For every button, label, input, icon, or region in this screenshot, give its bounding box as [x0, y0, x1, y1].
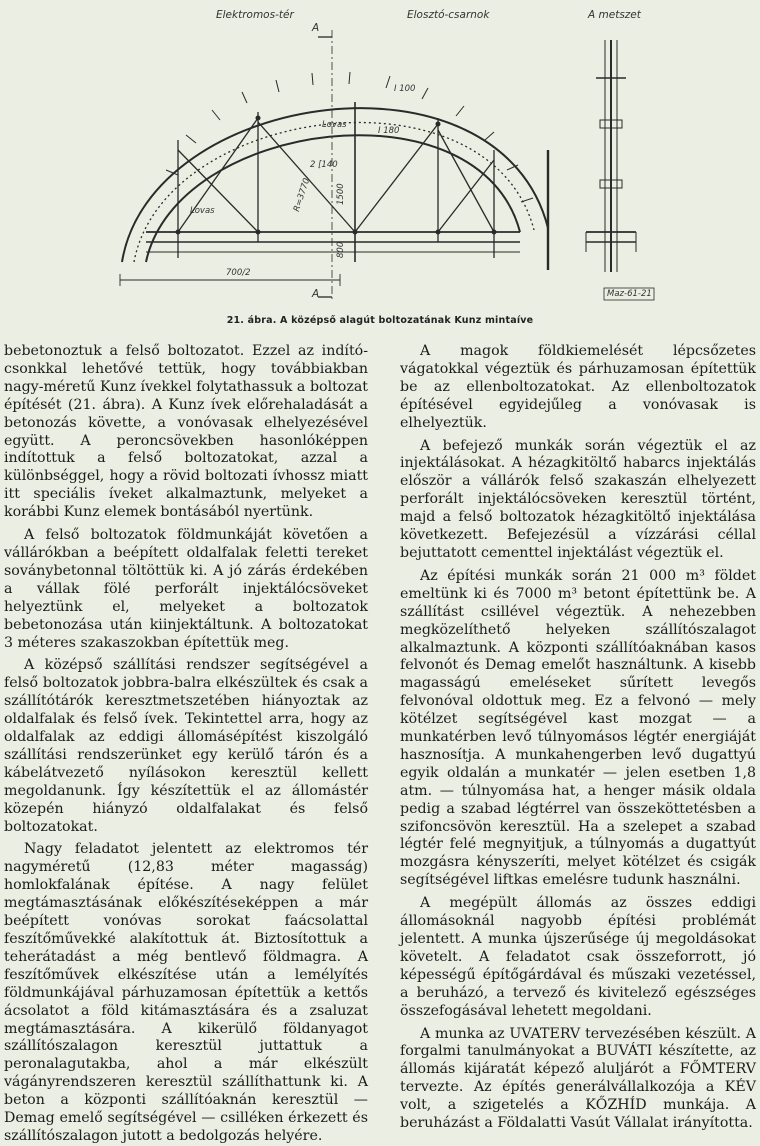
label-lovas-lower: Lovas — [190, 206, 215, 216]
label-height-800: 800 — [336, 241, 346, 258]
paragraph: Az építési munkák során 21 000 m³ földet emeltünk ki és 7000 m³ betont építettünk be. A szállítást csillével végeztük. A nehezebben megközelíthető helyeken szállítószalagot alkalmaztunk. A központi szállítóaknában kasos felvonót és Demag emelőt használtunk. A kisebb magasságú emeléseket sűrített levegős felvonóval oldottuk meg. Ez a felvonó — mely kötélzet segítségével kast mozgat — a munkatérben levő túlnyomásos légtér energiáját hasznosítja. A munkahengerben levő dugattyú egyik oldalán a munkatér — jelen esetben 1,8 atm. — túlnyomása hat, a henger másik oldala pedig a szabad légtérrel van összeköttetésben a szifoncsövön keresztül. Ha a szelepet a szabad légtér felé megnyitjuk, a túlnyomás a dugattyút mozgásra kényszeríti, melyet kötélzet és csigák segítségével liftkas emelésre tudunk használni. — [400, 567, 756, 889]
label-i100: I 100 — [394, 84, 416, 94]
label-a-metszet: A metszet — [588, 9, 641, 21]
paragraph: A középső szállítási rendszer segítségével a felső boltozatok jobbra-balra elkészültek és csak a szállítótárók keresztmetszetében hiányoztak az oldalfalak és felső ívek. Tekintettel arra, hogy az oldalfalak az eddigi állomásépítést kiszolgáló szállítási rendszerünket egy kerülő tárón és a kábelátvezető nyílásokon keresztül kellett megoldanunk. Így készítettük el az állomástér közepén hiányzó oldalfalakat és felső boltozatokat. — [4, 657, 368, 835]
label-i180: I 180 — [378, 126, 400, 136]
paragraph: Nagy feladatot jelentett az elektromos tér nagyméretű (12,83 méter magasság) homlokfalának építése. A nagy felület megtámasztásának előkészítéseképpen a már beépített vonóvas sorokat faácsolattal feszítőművekké alakítottuk át. Biztosítottuk a teherátadást a még bentlevő földmagra. A feszítőművek elkészítése után a lemélyítés földmunkájával párhuzamosan építettük a kettős ácsolatot a föld kitámasztására és a zsaluzat megtámasztására. A kikerülő földanyagot szállítószalagon keresztül juttattuk a peronalagutakba, ahol a már elkészült vágányrendszeren keresztül szállíthattunk ki. A beton a központi szállítóaknán keresztül — Demag emelő segítségével — csilléken érkezett és szállítószalagon jutott a bedolgozás helyére. — [4, 841, 368, 1144]
paragraph: A befejező munkák során végeztük el az injektálásokat. A hézagkitöltő habarcs injektálás először a vállárók felső szakaszán elhelyezett perforált injektálócsöveken keresztül történt, majd a felső boltozatok hézagkitöltő injektálása következett. Befejezésül a vízzárási céllal bejuttatott cementtel injektálást végeztük el. — [400, 437, 756, 561]
figure-caption: 21. ábra. A középső alagút boltozatának Kunz mintaíve — [226, 315, 534, 326]
text-column-right — [400, 343, 756, 1133]
arch-drawing — [0, 0, 760, 312]
paragraph: A megépült állomás az összes eddigi állomásoknál nagyobb építési problémát jelentett. A munka újszerűsége új megoldásokat követelt. A feladatot csak összeforrott, jó képességű építőgárdával és műszaki vezetéssel, a beruházó, a tervező és kivitelező egészséges összefogásával lehetett megoldani. — [400, 895, 756, 1019]
label-half-width: 700/2 — [226, 268, 251, 278]
section-marker-top: A — [312, 22, 320, 34]
label-radius: R=3770 — [292, 177, 313, 214]
section-marker-bottom: A — [312, 288, 320, 300]
paragraph: A magok földkiemelését lépcsőzetes vágatokkal végeztük és párhuzamosan építettük be az ellenboltozatokat. Az ellenboltozatok építésével egyidejűleg a vonóvasak is elhelyeztük. — [400, 343, 756, 431]
label-lovas-upper: Lovas — [322, 120, 347, 130]
label-eloszto-csarnok: Elosztó-csarnok — [407, 9, 490, 21]
label-rib-top: 2 [140 — [310, 160, 338, 170]
paragraph: bebetonoztuk a felső boltozatot. Ezzel az indító-csonkkal lehetővé tettük, hogy továbbiakban nagy-méretű Kunz ívekkel folytathassuk a boltozat építését (21. ábra). A Kunz ívek előrehaladását a betonozás követte, a vonóvasak elhelyezésével együtt. A peroncsövekben hasonlóképpen indítottuk a felső boltozatokat, azzal a különbséggel, hogy a rövid boltozati ívhossz miatt itt speciális íveket alkalmaztunk, melyeket a korábbi Kunz elemek bontásából nyertünk. — [4, 343, 368, 521]
paragraph: A munka az UVATERV tervezésében készült. A forgalmi tanulmányokat a BUVÁTI készítette, az állomás kijáratát képező aluljárót a FŐMTERV tervezte. Az építés generálvállalkozója a KÉV volt, a szigetelés a KŐZHÍD munkája. A beruházást a Földalatti Vasút Vállalat irányította. — [400, 1025, 756, 1132]
paragraph: A felső boltozatok földmunkáját követően a vállárókban a beépített oldalfalak feletti tereket soványbetonnal töltöttük ki. A jó zárás érdekében a vállak fölé perforált injektálócsöveket helyeztünk el, melyeket a boltozatok bebetonozása után kiinjektáltunk. A boltozatokat 3 méteres szakaszokban építettük meg. — [4, 527, 368, 651]
label-drawing-number: Maz-61-21 — [607, 289, 652, 299]
arch-outer — [122, 108, 548, 262]
label-height-1500: 1500 — [336, 183, 346, 205]
figure-kunz-arch — [0, 0, 760, 340]
text-column-left — [4, 343, 368, 1146]
arch-mid — [134, 123, 534, 262]
label-elektromos-ter: Elektromos-tér — [216, 9, 294, 21]
